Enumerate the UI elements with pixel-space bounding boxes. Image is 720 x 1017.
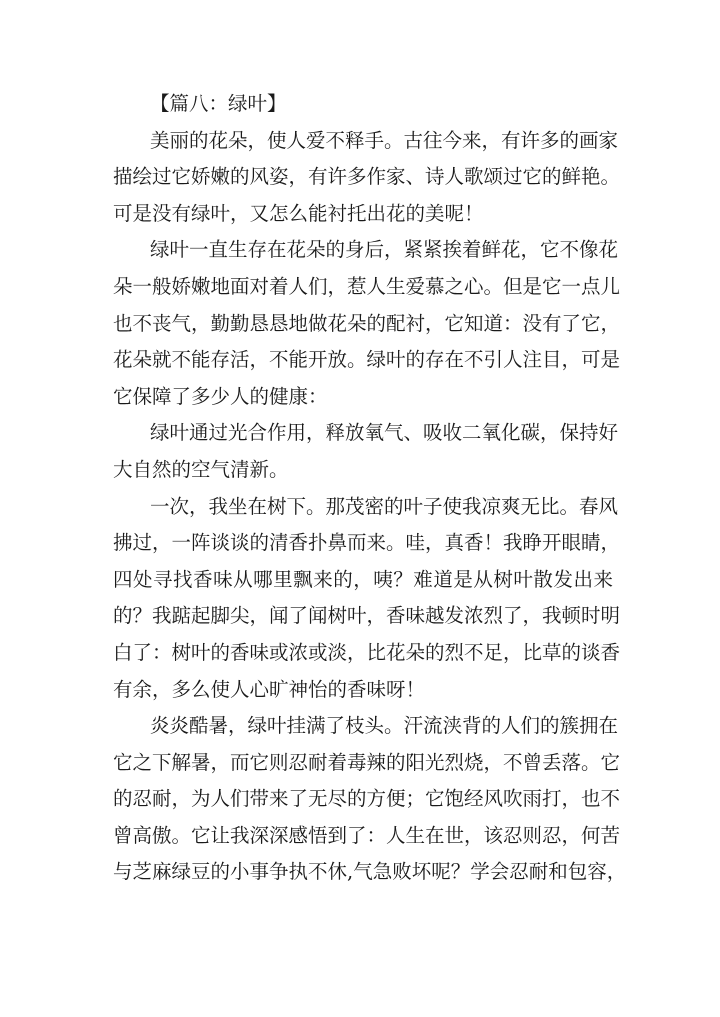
paragraph-line: 也不丧气，勤勤恳恳地做花朵的配衬，它知道：没有了它， xyxy=(113,311,621,335)
paragraph-line: 绿叶一直生存在花朵的身后，紧紧挨着鲜花，它不像花 xyxy=(150,238,619,262)
paragraph-line: 有余，多么使人心旷神怡的香味呀！ xyxy=(113,677,426,701)
paragraph-line: 白了：树叶的香味或浓或淡，比花朵的烈不足，比草的谈香 xyxy=(113,640,621,664)
paragraph-1 xyxy=(113,123,621,233)
paragraph-4 xyxy=(113,489,621,709)
paragraph-line: 炎炎酷暑，绿叶挂满了枝头。汗流浃背的人们的簇拥在 xyxy=(150,714,619,738)
paragraph-line: 绿叶通过光合作用，释放氧气、吸收二氧化碳，保持好 xyxy=(150,421,619,445)
paragraph-line: 的？我踮起脚尖，闻了闻树叶，香味越发浓烈了，我顿时明 xyxy=(113,604,621,628)
paragraph-3 xyxy=(113,415,619,488)
paragraph-line: 朵一般娇嫩地面对着人们，惹人生爱慕之心。但是它一点儿 xyxy=(113,274,621,298)
paragraph-line: 描绘过它娇嫩的风姿，有许多作家、诗人歌颂过它的鲜艳。 xyxy=(113,165,621,189)
paragraph-line: 可是没有绿叶，又怎么能衬托出花的美呢！ xyxy=(113,201,484,225)
paragraph-line: 它保障了多少人的健康： xyxy=(113,384,328,408)
paragraph-line: 它之下解暑，而它则忍耐着毒辣的阳光烈烧，不曾丢落。它 xyxy=(113,750,621,774)
paragraph-5 xyxy=(113,708,627,891)
article-body xyxy=(113,86,627,891)
paragraph-line: 一次，我坐在树下。那茂密的叶子使我凉爽无比。春风 xyxy=(150,494,619,518)
paragraph-2 xyxy=(113,232,621,415)
paragraph-line: 花朵就不能存活，不能开放。绿叶的存在不引人注目，可是 xyxy=(113,348,621,372)
paragraph-line: 拂过，一阵谈谈的清香扑鼻而来。哇，真香！我睁开眼睛， xyxy=(113,531,621,555)
paragraph-line: 曾高傲。它让我深深感悟到了：人生在世，该忍则忍，何苦 xyxy=(113,823,621,847)
paragraph-line: 的忍耐，为人们带来了无尽的方便；它饱经风吹雨打，也不 xyxy=(113,787,621,811)
paragraph-line: 美丽的花朵，使人爱不释手。古往今来，有许多的画家 xyxy=(150,128,619,152)
paragraph-line: 与芝麻绿豆的小事争执不休,气急败坏呢？学会忍耐和包容， xyxy=(113,860,627,884)
paragraph-line: 大自然的空气清新。 xyxy=(113,457,289,481)
section-heading: 【篇八：绿叶】 xyxy=(150,92,287,115)
paragraph-line: 四处寻找香味从哪里飘来的，咦？难道是从树叶散发出来 xyxy=(113,567,613,591)
